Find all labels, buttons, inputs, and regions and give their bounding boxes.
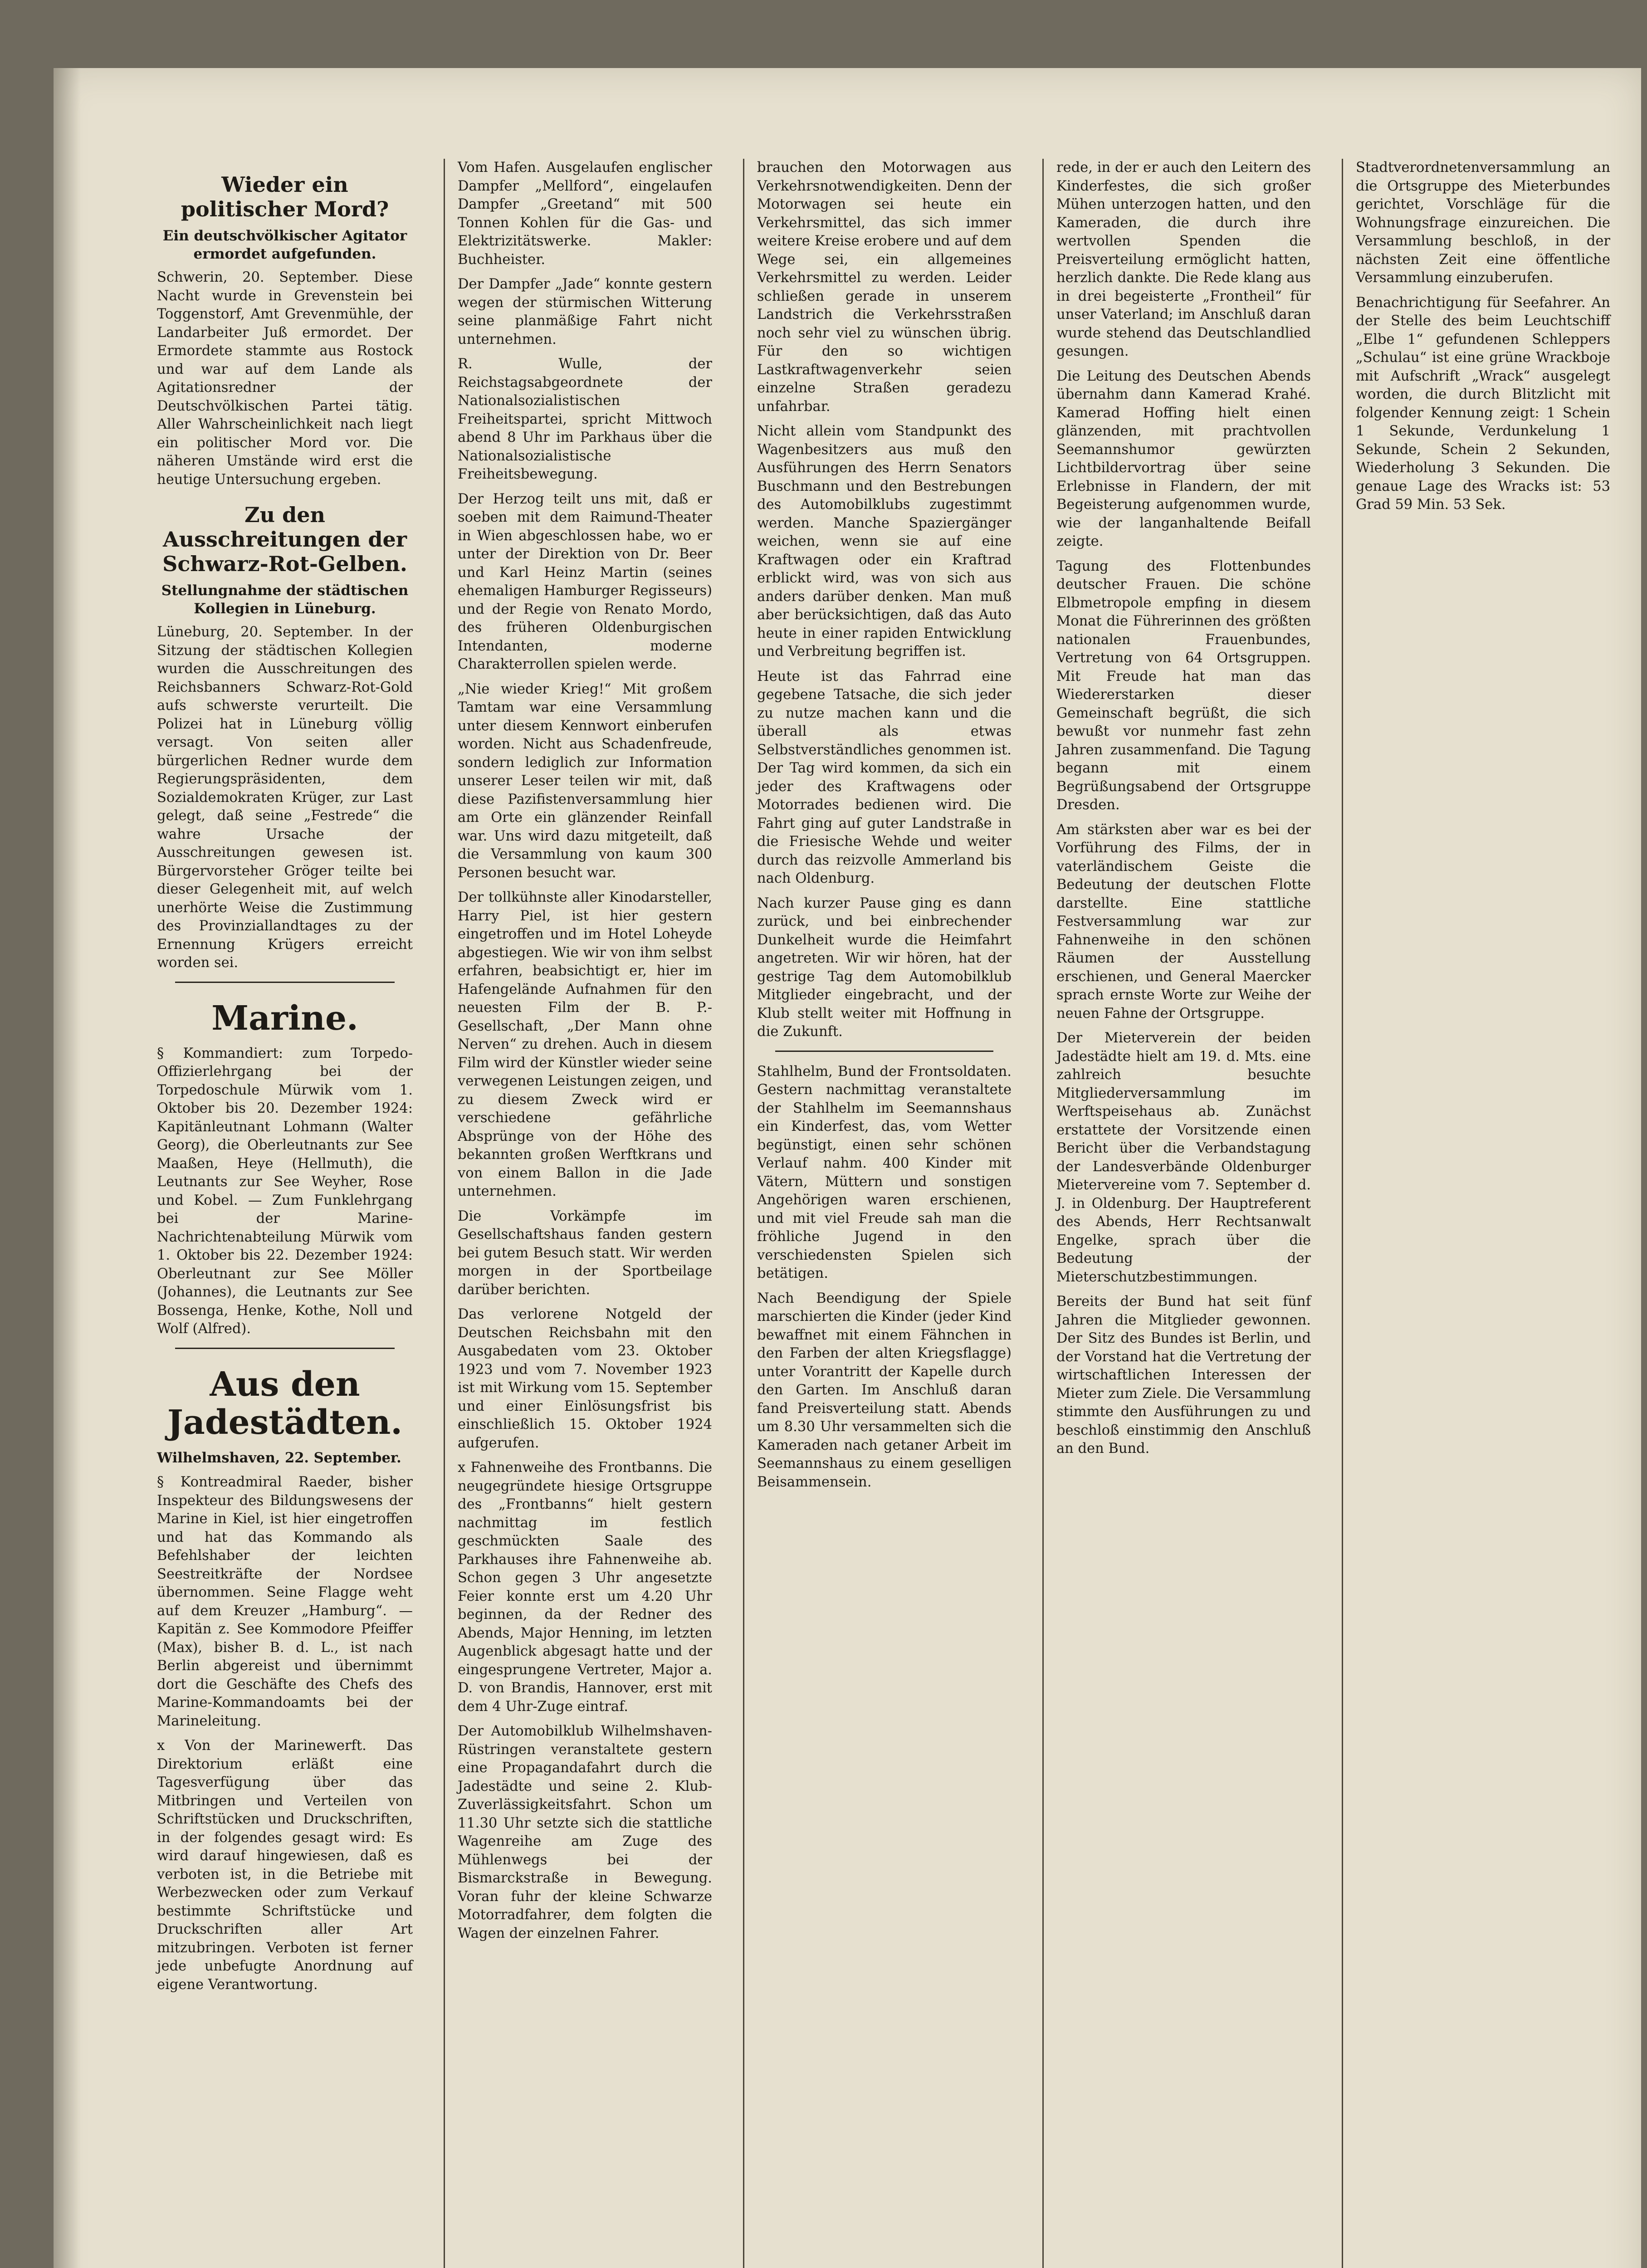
subheadline-lueneburg: Stellungnahme der städtischen Kollegien in Lüneburg. <box>161 582 409 617</box>
headline-ausschreitungen: Zu den Ausschreitungen der Schwarz-Rot-Gelben. <box>162 503 407 576</box>
article-marine: § Kommandiert: zum Torpedo-Offizierlehrgang bei der Torpedoschule Mürwik vom 1. Oktober bis 20. Dezember 1924: Kapitänleutnant Lohmann (Walter Georg), die Oberleutnants zur See Maaßen, Heye (Hellmuth), die Leutnants zur See Weyher, Rose und Kobel. — Zum Funklehrgang bei der Marine-Nachrichtenabteilung Mürwik vom 1. Oktober bis 22. Dezember 1924: Oberleutnant zur See Möller (Johannes), die Leutnants zur See Bossenga, Henke, Kothe, Noll und Wolf (Alfred). <box>157 1045 413 1337</box>
article-mieterbund: Bereits der Bund hat seit fünf Jahren die Mitglieder gewonnen. Der Sitz des Bundes ist Berlin, und der Vorstand hat die Vertretung der wirtschaftlichen Interessen der Mieter zum Ziele. Die Versammlung stimmte den Ausführungen zu und beschloß einstimmig den Anschluß an den Bund. <box>1056 1294 1311 1457</box>
section-divider <box>175 1348 395 1349</box>
article-wagenbesitzer: Nicht allein vom Standpunkt des Wagenbesitzers aus muß den Ausführungen des Herrn Senators Buschmann und den Bestrebungen des Automobilklubs zugestimmt werden. Manche Spaziergänger weichen, wenn sie auf eine Kraftwagen oder ein Kraftrad erblickt wird, was von sich aus anders darüber denken. Man muß aber berücksichtigen, daß das Auto heute in einer rapiden Entwicklung und Verbreitung begriffen ist. <box>757 423 1012 660</box>
column-4 <box>1042 159 1324 2268</box>
article-seefahrer: Benachrichtigung für Seefahrer. An der Stelle des beim Leuchtschiff „Elbe 1“ gefundenen Schleppers „Schulau“ ist eine grüne Wrackboje mit Aufschrift „Wrack“ ausgelegt worden, die durch Blitzlicht mit folgender Kennung zeigt: 1 Schein 1 Sekunde, Verdunkelung 1 Sekunde, Schein 2 Sekunden, Wiederholung 3 Sekunden. Die genaue Lage des Wracks ist: 53 Grad 59 Min. 53 Sek. <box>1356 294 1610 513</box>
page-fold-shadow <box>54 68 81 2268</box>
column-5 <box>1342 159 1623 2268</box>
article-nie-wieder-krieg: „Nie wieder Krieg!“ Mit großem Tamtam war eine Versammlung unter diesem Kennwort einberufen worden. Nicht aus Schadenfreude, sondern lediglich zur Information unserer Leser teilen wir mit, daß diese Pazifistenversammlung hier am Orte ein glänzender Reinfall war. Uns wird dazu mitgeteilt, daß die Versammlung von kaum 300 Personen besucht war. <box>458 681 712 881</box>
headline-jadestaedte: Aus den Jadestädten. <box>167 1364 403 1442</box>
article-flottenbund: Tagung des Flottenbundes deutscher Frauen. Die schöne Elbmetropole empfing in diesem Monat die Führerinnen des größten nationalen Frauenbundes, Vertretung von 64 Ortsgruppen. Mit Freude hat man das Wiedererstarken dieser Gemeinschaft begrüßt, die sich bewußt vor nunmehr fast zehn Jahren zusammenfand. Die Tagung begann mit einem Begrüßungsabend der Ortsgruppe Dresden. <box>1056 558 1311 813</box>
column-1 <box>144 159 425 2268</box>
article-harry-piel: Der tollkühnste aller Kinodarsteller, Harry Piel, ist hier gestern eingetroffen und im Hotel Loheyde abgestiegen. Wie wir von ihm selbst erfahren, beabsichtigt er, hier im Hafengelände Aufnahmen für den neuesten Film der B. P.-Gesellschaft, „Der Mann ohne Nerven“ zu drehen. Auch in diesem Film wird der Künstler wieder seine verwegenen Leistungen zeigen, und zu diesem Zweck wird er verschiedene gefährliche Absprünge von der Höhe des bekannten großen Werftkrans und von einem Ballon in die Jade unternehmen. <box>458 890 712 1199</box>
article-lueneburg: Lüneburg, 20. September. In der Sitzung der städtischen Kollegien wurden die Ausschreitungen des Reichsbanners Schwarz-Rot-Gold aufs schwerste verurteilt. Die Polizei hat in Lüneburg völlig versagt. Von seiten aller bürgerlichen Redner wurde dem Regierungspräsidenten, dem Sozialdemokraten Krüger, zur Last gelegt, daß seine „Festrede“ die wahre Ursache der Ausschreitungen gewesen ist. Bürgervorsteher Gröger teilte bei dieser Gelegenheit mit, auf welch unerhörte Weise die Zustimmung des Provinziallandtages zu der Ernennung Krügers erreicht worden sei. <box>157 624 413 971</box>
article-vorkaempfe: Die Vorkämpfe im Gesellschaftshaus fanden gestern bei gutem Besuch statt. Wir werden morgen in der Sportbeilage darüber berichten. <box>458 1208 712 1298</box>
article-heimfahrt: Nach kurzer Pause ging es dann zurück, und bei einbrechender Dunkelheit wurde die Heimfahrt angetreten. Wir wir hören, hat der gestrige Tag dem Automobilklub Mitglieder eingebracht, und der Klub stellt weiter mit Hoffnung in die Zukunft. <box>757 895 1012 1040</box>
newspaper-page <box>54 68 1641 2268</box>
dateline-wilhelmshaven: Wilhelmshaven, 22. September. <box>157 1449 401 1466</box>
article-columns <box>144 159 1623 2268</box>
article-raeder: § Kontreadmiral Raeder, bisher Inspekteur des Bildungswesens der Marine in Kiel, ist hier eingetroffen und hat das Kommando als Befehlshaber der leichten Seestreitkräfte der Nordsee übernommen. Seine Flagge weht auf dem Kreuzer „Hamburg“. — Kapitän z. See Kommodore Pfeiffer (Max), bisher B. d. L., ist nach Berlin abgereist und übernimmt dort die Geschäfte des Chefs des Marine-Kommandoamts bei der Marineleitung. <box>157 1474 413 1729</box>
article-fahnenweihe: x Fahnenweihe des Frontbanns. Die neugegründete hiesige Ortsgruppe des „Frontbanns“ hielt gestern nachmittag im festlich geschmückten Saale des Parkhauses ihre Fahnenweihe ab. Schon gegen 3 Uhr angesetzte Feier konnte erst um 4.20 Uhr beginnen, da der Redner des Abends, Major Henning, im letzten Augenblick abgesagt hatte und der eingesprungene Vertreter, Major a. D. von Brandis, Hannover, erst mit dem 4 Uhr-Zuge eintraf. <box>458 1460 712 1715</box>
article-fahrrad: Heute ist das Fahrrad eine gegebene Tatsache, die sich jeder zu nutze machen kann und die überall als etwas Selbstverständliches genommen ist. Der Tag wird kommen, da sich ein jeder des Kraftwagens oder Motorrades bedienen wird. Die Fahrt ging auf guter Landstraße in die Friesische Wehde und weiter durch das reizvolle Ammerland bis nach Oldenburg. <box>757 668 1012 886</box>
headline-politischer-mord: Wieder ein politischer Mord? <box>181 172 389 221</box>
article-automobilklub: Der Automobilklub Wilhelmshaven-Rüstringen veranstaltete gestern eine Propagandafahrt durch die Jadestädte und seine 2. Klub-Zuverlässigkeitsfahrt. Schon um 11.30 Uhr setzte sich die stattliche Wagenreihe am Zuge des Mühlenwegs bei der Bismarckstraße in Bewegung. Voran fuhr der kleine Schwarze Motorradfahrer, dem folgten die Wagen der einzelnen Fahrer. <box>458 1723 712 1941</box>
article-kinderfest: Nach Beendigung der Spiele marschierten die Kinder (jeder Kind bewaffnet mit einem Fähnchen in den Farben der alten Kriegsflagge) unter Vorantritt der Kapelle durch den Garten. Im Anschluß daran fand Preisverteilung statt. Abends um 8.30 Uhr versammelten sich die Kameraden nach getaner Arbeit im Seemannshaus zu einem geselligen Beisammensein. <box>757 1290 1012 1490</box>
article-politischer-mord: Schwerin, 20. September. Diese Nacht wurde in Grevenstein bei Toggenstorf, Amt Grevenmühle, der Landarbeiter Juß ermordet. Der Ermordete stammte aus Rostock und war auf dem Lande als Agitationsredner der Deutschvölkischen Partei tätig. Aller Wahrscheinlichkeit nach liegt ein politischer Mord vor. Die näheren Umstände wird erst die heutige Untersuchung ergeben. <box>157 269 413 488</box>
subheadline-agitator: Ein deutschvölkischer Agitator ermordet aufgefunden. <box>162 228 407 262</box>
article-stadtverordnete: Stadtverordnetenversammlung an die Ortsgruppe des Mieterbundes gerichtet, Vorschläge für die Wohnungsfrage einzureichen. Die Versammlung beschloß, in der nächsten Zeit eine öffentliche Versammlung einzuberufen. <box>1356 160 1610 286</box>
article-mieterverein: Der Mieterverein der beiden Jadestädte hielt am 19. d. Mts. eine zahlreich besuchte Mitgliederversammlung im Werftspeisehaus ab. Zunächst erstattete der Vorsitzende einen Bericht über die Verbandstagung der Landesverbände Oldenburger Mietervereine vom 7. September d. J. in Oldenburg. Der Hauptreferent des Abends, Herr Rechtsanwalt Engelke, sprach über die Bedeutung der Mieterschutzbestimmungen. <box>1056 1030 1311 1285</box>
article-wulle: R. Wulle, der Reichstagsabgeordnete der Nationalsozialistischen Freiheitspartei, spricht Mittwoch abend 8 Uhr im Parkhaus über die Nationalsozialistische Freiheitsbewegung. <box>458 356 712 482</box>
column-3 <box>743 159 1024 2268</box>
article-herzog: Der Herzog teilt uns mit, daß er soeben mit dem Raimund-Theater in Wien abgeschlossen habe, wo er unter der Direktion von Dr. Beer und Karl Heinz Martin (seines ehemaligen Hamburger Regisseurs) und der Regie von Renato Mordo, des früheren Oldenburgischen Intendanten, moderne Charakterrollen spielen werde. <box>458 491 712 672</box>
section-divider <box>175 982 395 983</box>
article-dampfer-jade: Der Dampfer „Jade“ konnte gestern wegen der stürmischen Witterung seine planmäßige Fahrt nicht unternehmen. <box>458 276 712 347</box>
article-stahlhelm: Stahlhelm, Bund der Frontsoldaten. Gestern nachmittag veranstaltete der Stahlhelm im Seemannshaus ein Kinderfest, das, vom Wetter begünstigt, einen sehr schönen Verlauf nahm. 400 Kinder mit Vätern, Müttern und sonstigen Angehörigen waren erschienen, und mit viel Freude sah man die fröhliche Jugend in den verschiedensten Spielen sich betätigen. <box>757 1063 1012 1281</box>
headline-marine: Marine. <box>211 998 358 1038</box>
column-2 <box>444 159 725 2268</box>
article-festrede: rede, in der er auch den Leitern des Kinderfestes, die sich großer Mühen unterzogen hatten, und den Kameraden, die durch ihre wertvollen Spenden die Preisverteilung ermöglicht hatten, herzlich dankte. Die Rede klang aus in drei begeisterte „Frontheil“ für unser Vaterland; im Anschluß daran wurde stehend das Deutschlandlied gesungen. <box>1056 160 1311 359</box>
article-film-fahnenweihe: Am stärksten aber war es bei der Vorführung des Films, der in vaterländischem Geiste die Bedeutung der deutschen Flotte darstellte. Eine stattliche Festversammlung war zur Fahnenweihe in den schönen Räumen der Ausstellung erschienen, und General Maercker sprach ernste Worte zur Weihe der neuen Fahne der Ortsgruppe. <box>1056 821 1311 1022</box>
article-marinewerft: x Von der Marinewerft. Das Direktorium erläßt eine Tagesverfügung über das Mitbringen und Verteilen von Schriftstücken und Druckschriften, in der folgendes gesagt wird: Es wird darauf hingewiesen, daß es verboten ist, in die Betriebe mit Werbezwecken oder zum Verkauf bestimmte Schriftstücke und Druckschriften aller Art mitzubringen. Verboten ist ferner jede unbefugte Anordnung auf eigene Verantwortung. <box>157 1738 413 1993</box>
article-motorwagen: brauchen den Motorwagen aus Verkehrsnotwendigkeiten. Denn der Motorwagen sei heute ein Verkehrsmittel, das sich immer weitere Kreise erobere und auf dem Wege sei, ein allgemeines Verkehrsmittel zu werden. Leider schließen gerade in unserem Landstrich die Verkehrsstraßen noch sehr viel zu wünschen übrig. Für den so wichtigen Lastkraftwagenverkehr seien einzelne Straßen geradezu unfahrbar. <box>757 160 1012 415</box>
article-hafen: Vom Hafen. Ausgelaufen englischer Dampfer „Mellford“, eingelaufen Dampfer „Greetand“ mit 500 Tonnen Kohlen für die Gas- und Elektrizitätswerke. Makler: Buchheister. <box>458 160 712 268</box>
article-deutscher-abend: Die Leitung des Deutschen Abends übernahm dann Kamerad Krahé. Kamerad Hoffing hielt einen glänzenden, mit prachtvollen Seemannshumor gewürzten Lichtbildervortrag über seine Erlebnisse in Flandern, der mit Begeisterung aufgenommen wurde, wie der langanhaltende Beifall zeigte. <box>1056 368 1311 549</box>
article-notgeld: Das verlorene Notgeld der Deutschen Reichsbahn mit den Ausgabedaten vom 23. Oktober 1923 und vom 7. November 1923 ist mit Wirkung vom 15. September und einer Einlösungsfrist bis einschließlich 15. Oktober 1924 aufgerufen. <box>458 1306 712 1451</box>
section-divider <box>775 1051 993 1052</box>
